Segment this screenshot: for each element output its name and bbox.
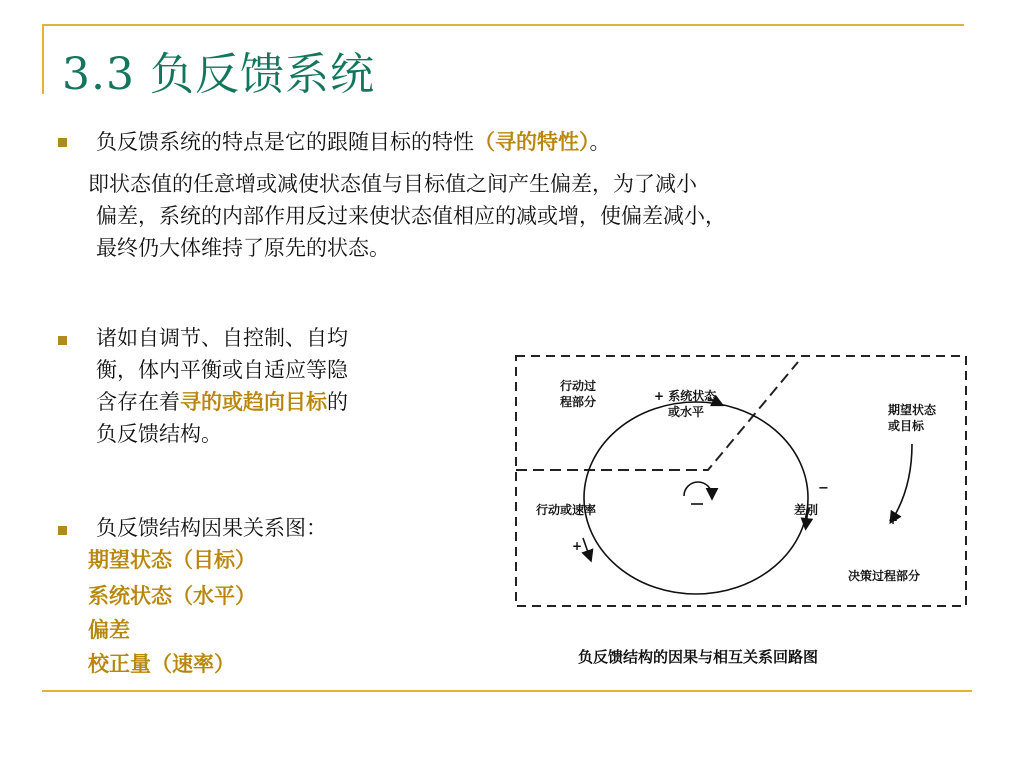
label-difference: 差别: [794, 503, 819, 517]
bullet1-text: [96, 126, 611, 158]
diagram-caption: 负反馈结构的因果与相互关系回路图: [578, 648, 819, 666]
bullet-marker: [58, 526, 67, 535]
bullet1-suffix: 。: [589, 130, 611, 154]
plus-sign: +: [888, 513, 899, 527]
goal-arrow: [892, 444, 912, 520]
bullet3-item: 期望状态（目标）: [88, 547, 256, 572]
label-system-state: + 系统状态: [654, 389, 717, 403]
minus-sign: −: [818, 481, 829, 496]
bullet1-highlight: （寻的特性）: [474, 129, 590, 154]
bullet2-line1: 诸如自调节、自控制、自均: [96, 326, 348, 350]
bullet1-prefix: 负反馈系统的特点是它的跟随目标的特性: [96, 130, 474, 154]
bullet2-line3-prefix: 含存在着: [96, 390, 180, 414]
bullet-marker: [58, 336, 67, 345]
label-desired-state: 期望状态: [888, 403, 937, 417]
bullet1-detail-line3: 最终仍大体维持了原先的状态。: [96, 236, 390, 260]
top-rule: [42, 24, 964, 26]
bullet2-highlight: 寻的或趋向目标: [180, 389, 327, 414]
bullet-marker: [58, 138, 67, 147]
label-action-part: 程部分: [560, 395, 597, 409]
bullet3-heading: 负反馈结构因果关系图：: [96, 516, 327, 540]
bullet3-item: 偏差: [88, 617, 130, 642]
bullet2-line2: 衡，体内平衡或自适应等隐: [96, 358, 348, 382]
label-action-rate: 行动或速率: [536, 503, 597, 517]
plus-sign: +: [572, 539, 583, 553]
bullet2-line3-suffix: 的: [327, 390, 348, 414]
bullet3-item: 校正量（速率）: [88, 651, 235, 676]
label-desired-state: 或目标: [888, 419, 925, 433]
bullet1-detail-line2: 偏差，系统的内部作用反过来使状态值相应的减或增，使偏差减小，: [96, 204, 726, 228]
bullet3-item: 系统状态（水平）: [88, 583, 256, 608]
bullet2-line4: 负反馈结构。: [96, 422, 222, 446]
bullet2-line3: [96, 386, 348, 418]
feedback-loop-diagram: [508, 348, 974, 612]
feedback-loop: [584, 402, 808, 594]
left-rule: [42, 24, 44, 94]
label-decision-part: 决策过程部分: [848, 569, 921, 583]
label-system-state: 或水平: [668, 405, 705, 419]
bottom-rule: [42, 690, 972, 692]
label-action-part: 行动过: [560, 379, 597, 393]
page-title: 3.3 负反馈系统: [62, 49, 375, 100]
loop-arrow: [583, 538, 590, 558]
bullet1-detail-line1: 即状态值的任意增或减使状态值与目标值之间产生偏差，为了减小: [88, 172, 697, 196]
negative-loop-icon: [684, 482, 712, 496]
